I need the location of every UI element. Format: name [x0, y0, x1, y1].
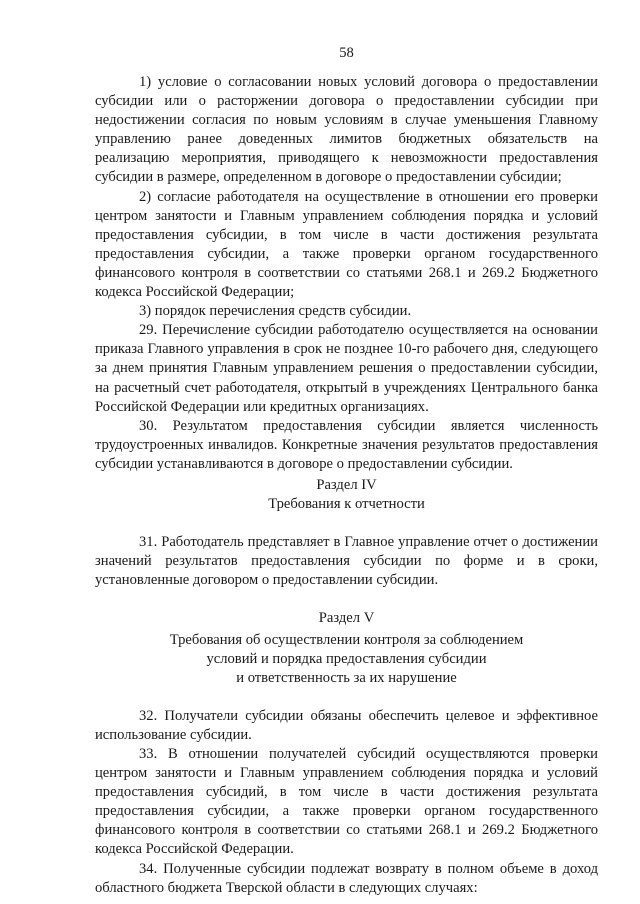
paragraph-30: 30. Результатом предоставления субсидии является численность трудоустроенных инвалидов. Конкретные значения результатов предоставления субсидии устанавливаются в договоре о предоставлении субсидии. — [95, 417, 598, 472]
paragraph-condition-2: 2) согласие работодателя на осуществление в отношении его проверки центром занятости и Главным управлением соблюдения порядка и условий предоставления субсидии, в том числе в части достижения результата предоставления субсидии, а также проверки органом государственного финансового контроля в соответствии со статьями 268.1 и 269.2 Бюджетного кодекса Российской Федерации; — [95, 188, 598, 301]
document-body — [95, 73, 598, 898]
paragraph-31: 31. Работодатель представляет в Главное управление отчет о достижении значений результатов предоставления субсидии по форме и в сроки, установленные договором о предоставлении субсидии. — [95, 534, 598, 589]
section-5-heading — [95, 609, 598, 687]
paragraph-condition-3: 3) порядок перечисления средств субсидии. — [139, 303, 412, 320]
section-5-number: Раздел V — [318, 610, 375, 627]
page-number: 58 — [339, 45, 354, 61]
paragraph-32: 32. Получатели субсидии обязаны обеспечить целевое и эффективное использование субсидии. — [95, 707, 598, 743]
paragraph-condition-1: 1) условие о согласовании новых условий договора о предоставлении субсидии или о расторжении договора о предоставлении субсидии при недостижении согласия по новым условиям в случае уменьшения Главному управлению ранее доведенных лимитов бюджетных обязательств на реализацию мероприятия, приводящего к невозможности предоставления субсидии в размере, определенном в договоре о предоставлении субсидии; — [95, 74, 598, 186]
section-4-number: Раздел IV — [316, 476, 377, 493]
paragraph-34: 34. Полученные субсидии подлежат возврату в полном объеме в доход областного бюджета Тверской области в следующих случаях: — [95, 860, 598, 896]
section-5-title-line-2: условий и порядка предоставления субсидии — [206, 650, 487, 667]
section-5-title-line-1: Требования об осуществлении контроля за соблюдением — [169, 631, 524, 648]
section-5-title-line-3: и ответственность за их нарушение — [236, 669, 457, 686]
paragraph-33: 33. В отношении получателей субсидий осуществляются проверки центром занятости и Главным управлением соблюдения порядка и условий предоставления субсидий, в том числе в части достижения результата предоставления субсидии, а также проверки органом государственного финансового контроля в соответствии со статьями 268.1 и 269.2 Бюджетного кодекса Российской Федерации. — [95, 746, 598, 858]
section-4-heading — [95, 476, 598, 514]
paragraph-29: 29. Перечисление субсидии работодателю осуществляется на основании приказа Главного управления в срок не позднее 10-го рабочего дня, следующего за днем принятия Главным управлением решения о предоставлении субсидии, на расчетный счет работодателя, открытый в учреждениях Центрального банка Российской Федерации или кредитных организациях. — [95, 322, 598, 415]
section-4-title: Требования к отчетности — [268, 496, 425, 513]
